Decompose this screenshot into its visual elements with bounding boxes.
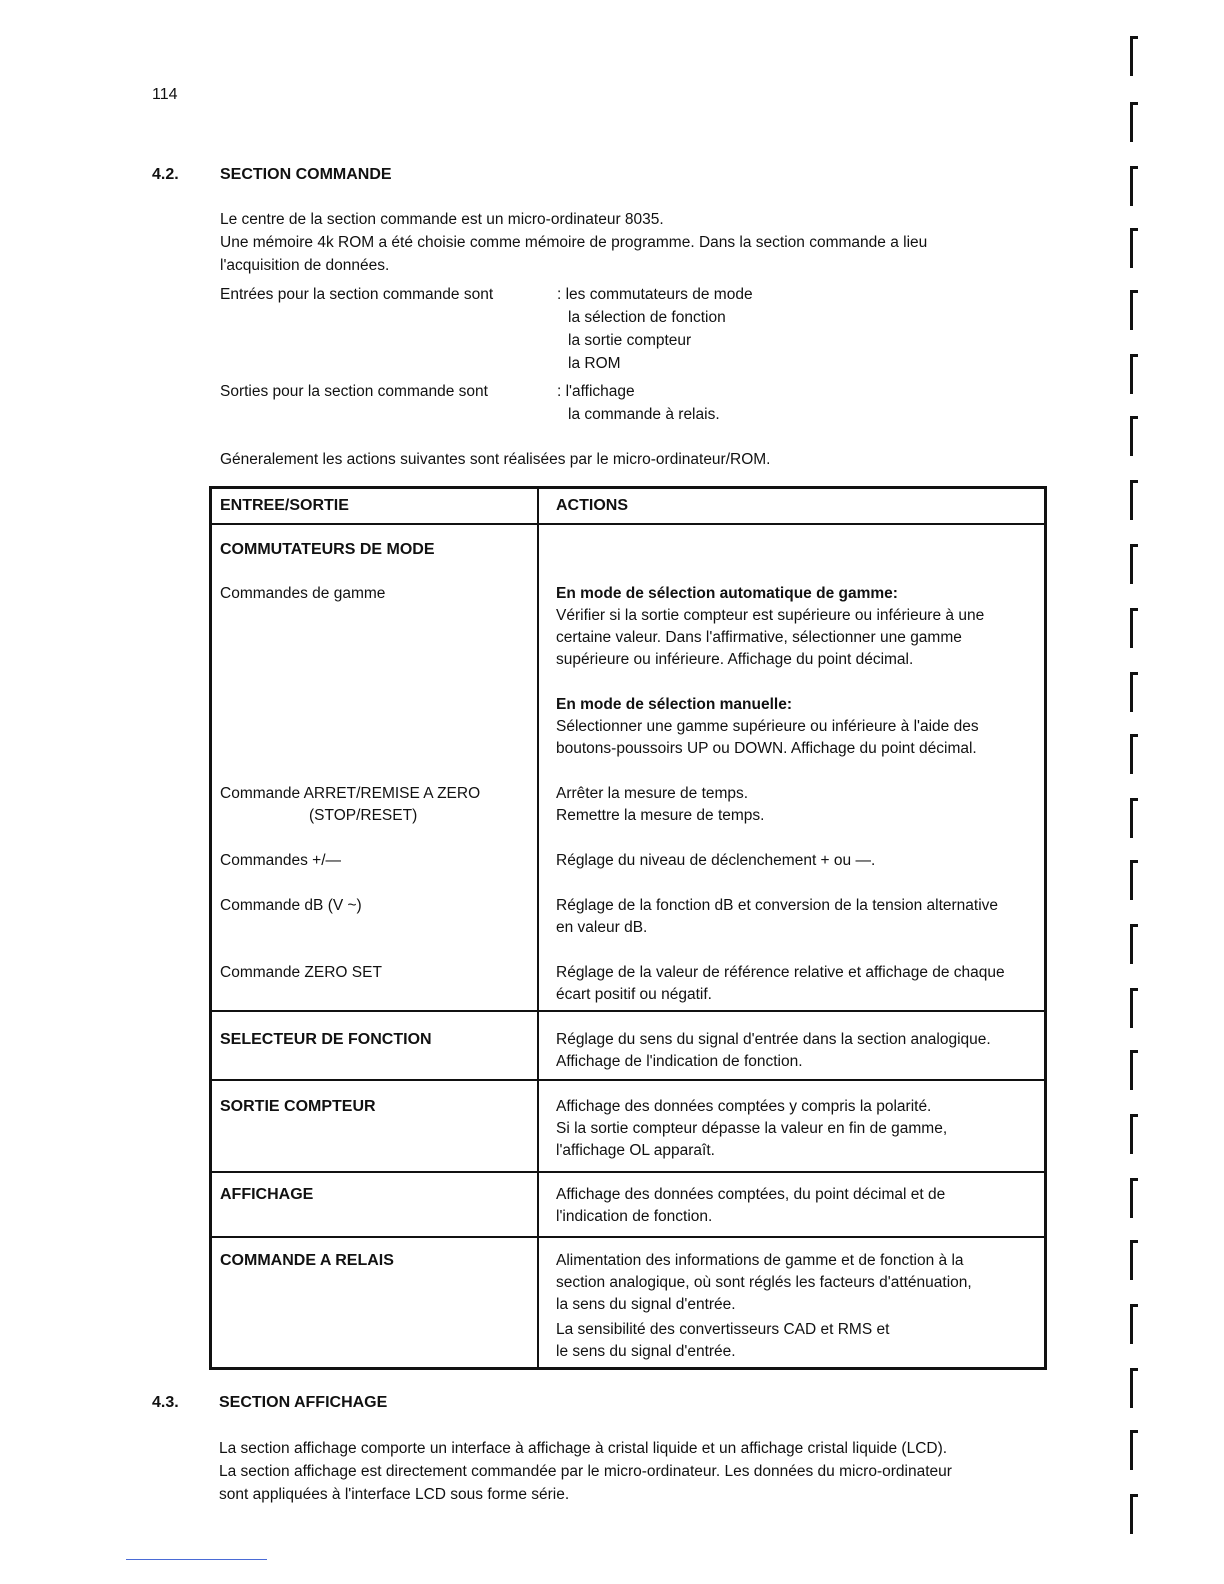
paragraph-line: La section affichage comporte un interface à affichage à cristal liquide et un affichage cristal liquide (LCD). xyxy=(219,1440,948,1457)
margin-bracket xyxy=(1130,1494,1133,1534)
stop-action: Arrêter la mesure de temps. xyxy=(556,785,749,802)
auto-mode-line: certaine valeur. Dans l'affirmative, sélectionner une gamme xyxy=(556,629,962,646)
relay-action: le sens du signal d'entrée. xyxy=(556,1343,736,1360)
table-row-divider xyxy=(212,523,1044,525)
paragraph-line: sont appliquées à l'interface LCD sous forme série. xyxy=(219,1486,570,1503)
actions-table xyxy=(209,486,1047,1370)
zero-set-label: Commande ZERO SET xyxy=(220,964,382,981)
db-action: Réglage de la fonction dB et conversion de la tension alternative xyxy=(556,897,999,914)
margin-bracket xyxy=(1130,354,1133,394)
section-4-3-number: 4.3. xyxy=(152,1394,179,1411)
outputs-label: Sorties pour la section commande sont xyxy=(220,383,488,400)
margin-bracket xyxy=(1130,290,1133,330)
margin-bracket xyxy=(1130,988,1133,1028)
header-entree-sortie: ENTREE/SORTIE xyxy=(220,497,349,514)
margin-bracket xyxy=(1130,1304,1133,1344)
margin-bracket xyxy=(1130,1050,1133,1090)
section-4-3-title: SECTION AFFICHAGE xyxy=(219,1394,388,1411)
db-action: en valeur dB. xyxy=(556,919,648,936)
zero-set-action: écart positif ou négatif. xyxy=(556,986,712,1003)
zero-set-action: Réglage de la valeur de référence relative et affichage de chaque xyxy=(556,964,1005,981)
auto-mode-title: En mode de sélection automatique de gamme: xyxy=(556,585,898,602)
display-action: l'indication de fonction. xyxy=(556,1208,713,1225)
range-label: Commandes de gamme xyxy=(220,585,386,602)
relay-action: Alimentation des informations de gamme et de fonction à la xyxy=(556,1252,964,1269)
inputs-item: la sortie compteur xyxy=(568,332,692,349)
counter-action: Affichage des données comptées y compris la polarité. xyxy=(556,1098,932,1115)
manual-mode-line: Sélectionner une gamme supérieure ou inférieure à l'aide des xyxy=(556,718,979,735)
margin-bracket xyxy=(1130,480,1133,520)
display-title: AFFICHAGE xyxy=(220,1186,314,1203)
manual-mode-line: boutons-poussoirs UP ou DOWN. Affichage du point décimal. xyxy=(556,740,977,757)
margin-bracket xyxy=(1130,544,1133,584)
inputs-list xyxy=(557,283,753,375)
margin-bracket xyxy=(1130,1430,1133,1470)
stop-action: Remettre la mesure de temps. xyxy=(556,807,765,824)
table-row-divider xyxy=(212,1010,1044,1012)
margin-bracket xyxy=(1130,1178,1133,1218)
intro-line: l'acquisition de données. xyxy=(220,257,390,274)
relay-action: section analogique, où sont réglés les facteurs d'atténuation, xyxy=(556,1274,972,1291)
relay-title: COMMANDE A RELAIS xyxy=(220,1252,394,1269)
outputs-item: : l'affichage xyxy=(557,383,635,400)
margin-bracket xyxy=(1130,102,1133,142)
db-label: Commande dB (V ~) xyxy=(220,897,362,914)
selector-title: SELECTEUR DE FONCTION xyxy=(220,1031,432,1048)
relay-action: La sensibilité des convertisseurs CAD et RMS et xyxy=(556,1321,890,1338)
auto-mode-line: supérieure ou inférieure. Affichage du point décimal. xyxy=(556,651,914,668)
outputs-item: la commande à relais. xyxy=(568,406,720,423)
margin-bracket xyxy=(1130,228,1133,268)
stop-reset-sublabel: (STOP/RESET) xyxy=(309,807,418,824)
table-row-divider xyxy=(212,1171,1044,1173)
margin-bracket xyxy=(1130,860,1133,900)
selector-action: Affichage de l'indication de fonction. xyxy=(556,1053,803,1070)
section-4-2-number: 4.2. xyxy=(152,166,179,183)
table-row-divider xyxy=(212,1079,1044,1081)
counter-title: SORTIE COMPTEUR xyxy=(220,1098,376,1115)
selector-action: Réglage du sens du signal d'entrée dans la section analogique. xyxy=(556,1031,991,1048)
header-actions: ACTIONS xyxy=(556,497,628,514)
section-4-2-title: SECTION COMMANDE xyxy=(220,166,392,183)
display-action: Affichage des données comptées, du point décimal et de xyxy=(556,1186,946,1203)
margin-bracket xyxy=(1130,36,1133,76)
paragraph-line: La section affichage est directement commandée par le micro-ordinateur. Les données du micro-ordinateur xyxy=(219,1463,952,1480)
table-row-divider xyxy=(212,1236,1044,1238)
inputs-label: Entrées pour la section commande sont xyxy=(220,286,494,303)
plusminus-label: Commandes +/— xyxy=(220,852,342,869)
table-intro: Géneralement les actions suivantes sont réalisées par le micro-ordinateur/ROM. xyxy=(220,451,771,468)
margin-bracket xyxy=(1130,416,1133,456)
margin-bracket xyxy=(1130,1240,1133,1280)
inputs-item: la sélection de fonction xyxy=(568,309,726,326)
margin-bracket xyxy=(1130,734,1133,774)
margin-bracket xyxy=(1130,672,1133,712)
margin-bracket xyxy=(1130,924,1133,964)
relay-action: la sens du signal d'entrée. xyxy=(556,1296,736,1313)
stop-reset-label: Commande ARRET/REMISE A ZERO xyxy=(220,785,481,802)
intro-line: Le centre de la section commande est un micro-ordinateur 8035. xyxy=(220,211,664,228)
counter-action: l'affichage OL apparaît. xyxy=(556,1142,715,1159)
manual-mode-title: En mode de sélection manuelle: xyxy=(556,696,793,713)
page-number: 114 xyxy=(152,86,178,103)
outputs-list xyxy=(557,380,720,426)
margin-bracket xyxy=(1130,1114,1133,1154)
inputs-item: : les commutateurs de mode xyxy=(557,286,753,303)
intro-line: Une mémoire 4k ROM a été choisie comme mémoire de programme. Dans la section commande a lieu xyxy=(220,234,928,251)
modes-title: COMMUTATEURS DE MODE xyxy=(220,541,435,558)
margin-bracket xyxy=(1130,798,1133,838)
margin-bracket xyxy=(1130,166,1133,206)
margin-bracket xyxy=(1130,608,1133,648)
footnote-rule xyxy=(126,1559,267,1560)
inputs-item: la ROM xyxy=(568,355,621,372)
section-4-3-paragraph xyxy=(219,1437,952,1506)
auto-mode-line: Vérifier si la sortie compteur est supérieure ou inférieure à une xyxy=(556,607,985,624)
margin-bracket xyxy=(1130,1368,1133,1408)
counter-action: Si la sortie compteur dépasse la valeur en fin de gamme, xyxy=(556,1120,948,1137)
plusminus-action: Réglage du niveau de déclenchement + ou —. xyxy=(556,852,876,869)
section-4-2-intro xyxy=(220,208,1040,277)
